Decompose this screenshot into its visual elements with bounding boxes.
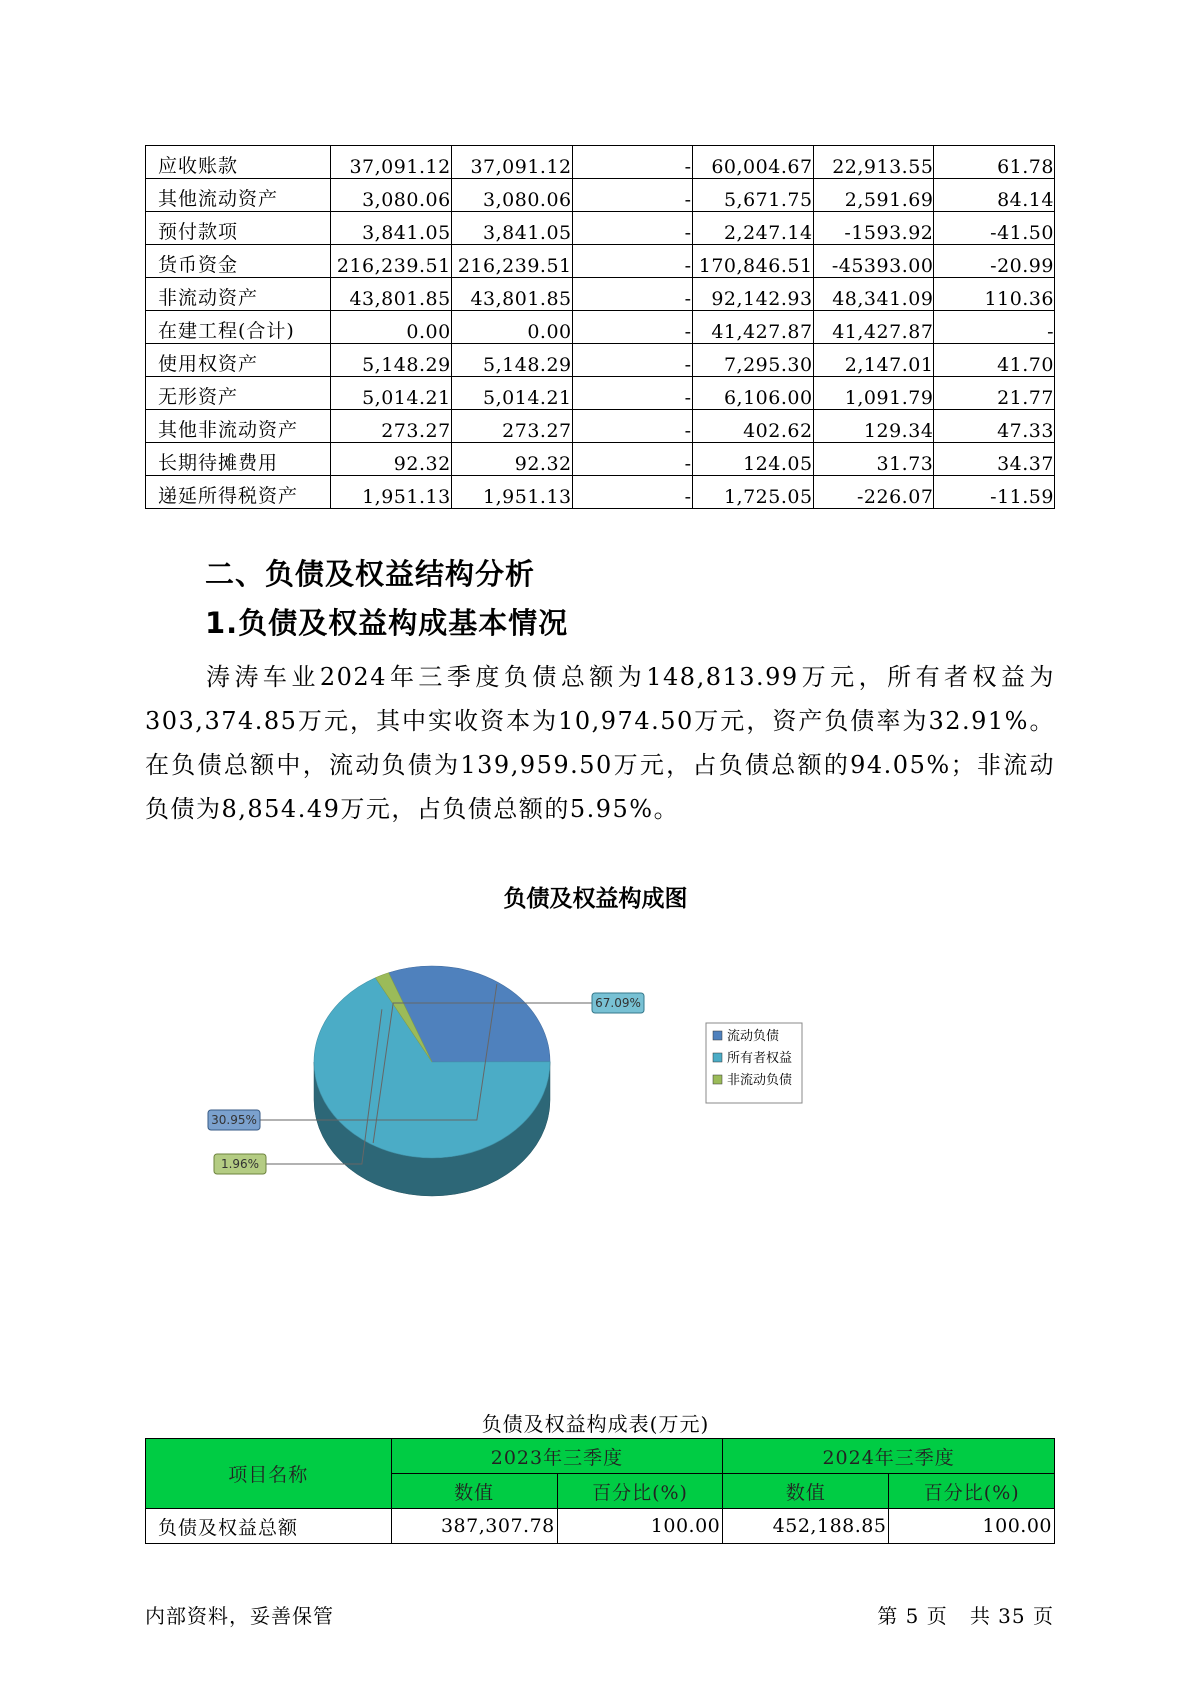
cell-v5: 31.73 <box>813 443 934 476</box>
cell-v1: 3,080.06 <box>330 179 451 212</box>
cell-v2: 5,014.21 <box>451 377 572 410</box>
cell-v4: 170,846.51 <box>692 245 813 278</box>
cell-v1: 92.32 <box>330 443 451 476</box>
sub-header-pct: 百分比(%) <box>889 1474 1055 1509</box>
cell-v1: 43,801.85 <box>330 278 451 311</box>
cell-v1: 1,951.13 <box>330 476 451 509</box>
cell-v4: 5,671.75 <box>692 179 813 212</box>
cell-v6: -41.50 <box>934 212 1055 245</box>
sub-header-value: 数值 <box>391 1474 557 1509</box>
cell-v2: 37,091.12 <box>451 146 572 179</box>
legend-swatch <box>713 1053 722 1062</box>
cell-v3: - <box>572 443 692 476</box>
cell-v1: 5,014.21 <box>330 377 451 410</box>
row-name: 使用权资产 <box>146 344 331 377</box>
cell-v2: 92.32 <box>451 443 572 476</box>
cell-v5: 129.34 <box>813 410 934 443</box>
cell-v4: 41,427.87 <box>692 311 813 344</box>
cell-v5: -1593.92 <box>813 212 934 245</box>
cell-v2: 3,080.06 <box>451 179 572 212</box>
cell-v3: - <box>572 377 692 410</box>
cell-v5: 1,091.79 <box>813 377 934 410</box>
cell-v3: - <box>572 344 692 377</box>
data-label: 30.95% <box>211 1113 257 1127</box>
table-row <box>146 1509 1055 1544</box>
row-name: 长期待摊费用 <box>146 443 331 476</box>
cell-v5: 41,427.87 <box>813 311 934 344</box>
paragraph-text: 涛涛车业2024年三季度负债总额为148,813.99万元，所有者权益为303,374.85万元，其中实收资本为10,974.50万元，资产负债率为32.91%。在负债总额中，流动负债为139,959.50万元，占负债总额的94.05%；非流动负债为8,854.49万元，占负债总额的5.95%。 <box>145 663 1055 823</box>
cell-v4: 92,142.93 <box>692 278 813 311</box>
row-name: 货币资金 <box>146 245 331 278</box>
cell-v3: - <box>572 245 692 278</box>
cell-v4: 2,247.14 <box>692 212 813 245</box>
cell-v1: 0.00 <box>330 311 451 344</box>
sub-header-value: 数值 <box>723 1474 889 1509</box>
cell-v3: - <box>572 410 692 443</box>
row-name: 递延所得税资产 <box>146 476 331 509</box>
cell-v1: 5,148.29 <box>330 344 451 377</box>
legend-swatch <box>713 1031 722 1040</box>
cell-v2: 216,239.51 <box>451 245 572 278</box>
col-header-period2: 2024年三季度 <box>723 1439 1055 1474</box>
cell-pct: 100.00 <box>557 1509 723 1544</box>
cell-v3: - <box>572 179 692 212</box>
cell-v4: 1,725.05 <box>692 476 813 509</box>
cell-v1: 216,239.51 <box>330 245 451 278</box>
cell-v6: -11.59 <box>934 476 1055 509</box>
cell-v4: 402.62 <box>692 410 813 443</box>
col-header-name: 项目名称 <box>146 1439 392 1509</box>
cell-v1: 273.27 <box>330 410 451 443</box>
cell-v6: 110.36 <box>934 278 1055 311</box>
cell-v6: 47.33 <box>934 410 1055 443</box>
cell-v2: 3,841.05 <box>451 212 572 245</box>
legend-item: 流动负债 <box>727 1029 780 1044</box>
footer-note: 内部资料，妥善保管 <box>145 1604 334 1628</box>
sub-header-pct: 百分比(%) <box>557 1474 723 1509</box>
cell-v3: - <box>572 476 692 509</box>
cell-v1: 37,091.12 <box>330 146 451 179</box>
cell-value: 387,307.78 <box>391 1509 557 1544</box>
cell-v2: 5,148.29 <box>451 344 572 377</box>
cell-v2: 43,801.85 <box>451 278 572 311</box>
cell-v6: 41.70 <box>934 344 1055 377</box>
cell-v4: 6,106.00 <box>692 377 813 410</box>
legend-swatch <box>713 1075 722 1084</box>
cell-v2: 273.27 <box>451 410 572 443</box>
cell-v3: - <box>572 146 692 179</box>
table-caption: 负债及权益构成表(万元) <box>481 1412 710 1436</box>
data-label: 1.96% <box>220 1157 260 1171</box>
row-name: 无形资产 <box>146 377 331 410</box>
cell-v6: 21.77 <box>934 377 1055 410</box>
col-header-period1: 2023年三季度 <box>391 1439 723 1474</box>
legend-item: 非流动负债 <box>727 1073 793 1088</box>
cell-v5: 2,591.69 <box>813 179 934 212</box>
cell-pct: 100.00 <box>889 1509 1055 1544</box>
legend-item: 所有者权益 <box>727 1051 793 1066</box>
cell-v5: 48,341.09 <box>813 278 934 311</box>
cell-v4: 124.05 <box>692 443 813 476</box>
section-heading: 二、负债及权益结构分析 <box>205 557 536 591</box>
data-label: 67.09% <box>595 996 641 1010</box>
chart-title: 负债及权益构成图 <box>503 886 688 912</box>
cell-v2: 1,951.13 <box>451 476 572 509</box>
cell-v5: -226.07 <box>813 476 934 509</box>
liability-equity-table <box>145 1438 1055 1544</box>
cell-v5: 2,147.01 <box>813 344 934 377</box>
cell-v6: -20.99 <box>934 245 1055 278</box>
cell-v6: 84.14 <box>934 179 1055 212</box>
cell-v2: 0.00 <box>451 311 572 344</box>
row-name: 负债及权益总额 <box>146 1509 392 1544</box>
page-number: 第 5 页 共 35 页 <box>877 1604 1054 1628</box>
sub-heading: 1.负债及权益构成基本情况 <box>205 606 569 640</box>
cell-v4: 60,004.67 <box>692 146 813 179</box>
cell-v5: 22,913.55 <box>813 146 934 179</box>
chart-legend <box>706 1023 802 1103</box>
cell-v3: - <box>572 212 692 245</box>
cell-value: 452,188.85 <box>723 1509 889 1544</box>
cell-v6: - <box>934 311 1055 344</box>
cell-v3: - <box>572 278 692 311</box>
row-name: 非流动资产 <box>146 278 331 311</box>
row-name: 在建工程(合计) <box>146 311 331 344</box>
row-name: 预付款项 <box>146 212 331 245</box>
cell-v6: 61.78 <box>934 146 1055 179</box>
cell-v6: 34.37 <box>934 443 1055 476</box>
row-name: 其他非流动资产 <box>146 410 331 443</box>
row-name: 其他流动资产 <box>146 179 331 212</box>
cell-v4: 7,295.30 <box>692 344 813 377</box>
cell-v5: -45393.00 <box>813 245 934 278</box>
cell-v3: - <box>572 311 692 344</box>
cell-v1: 3,841.05 <box>330 212 451 245</box>
row-name: 应收账款 <box>146 146 331 179</box>
